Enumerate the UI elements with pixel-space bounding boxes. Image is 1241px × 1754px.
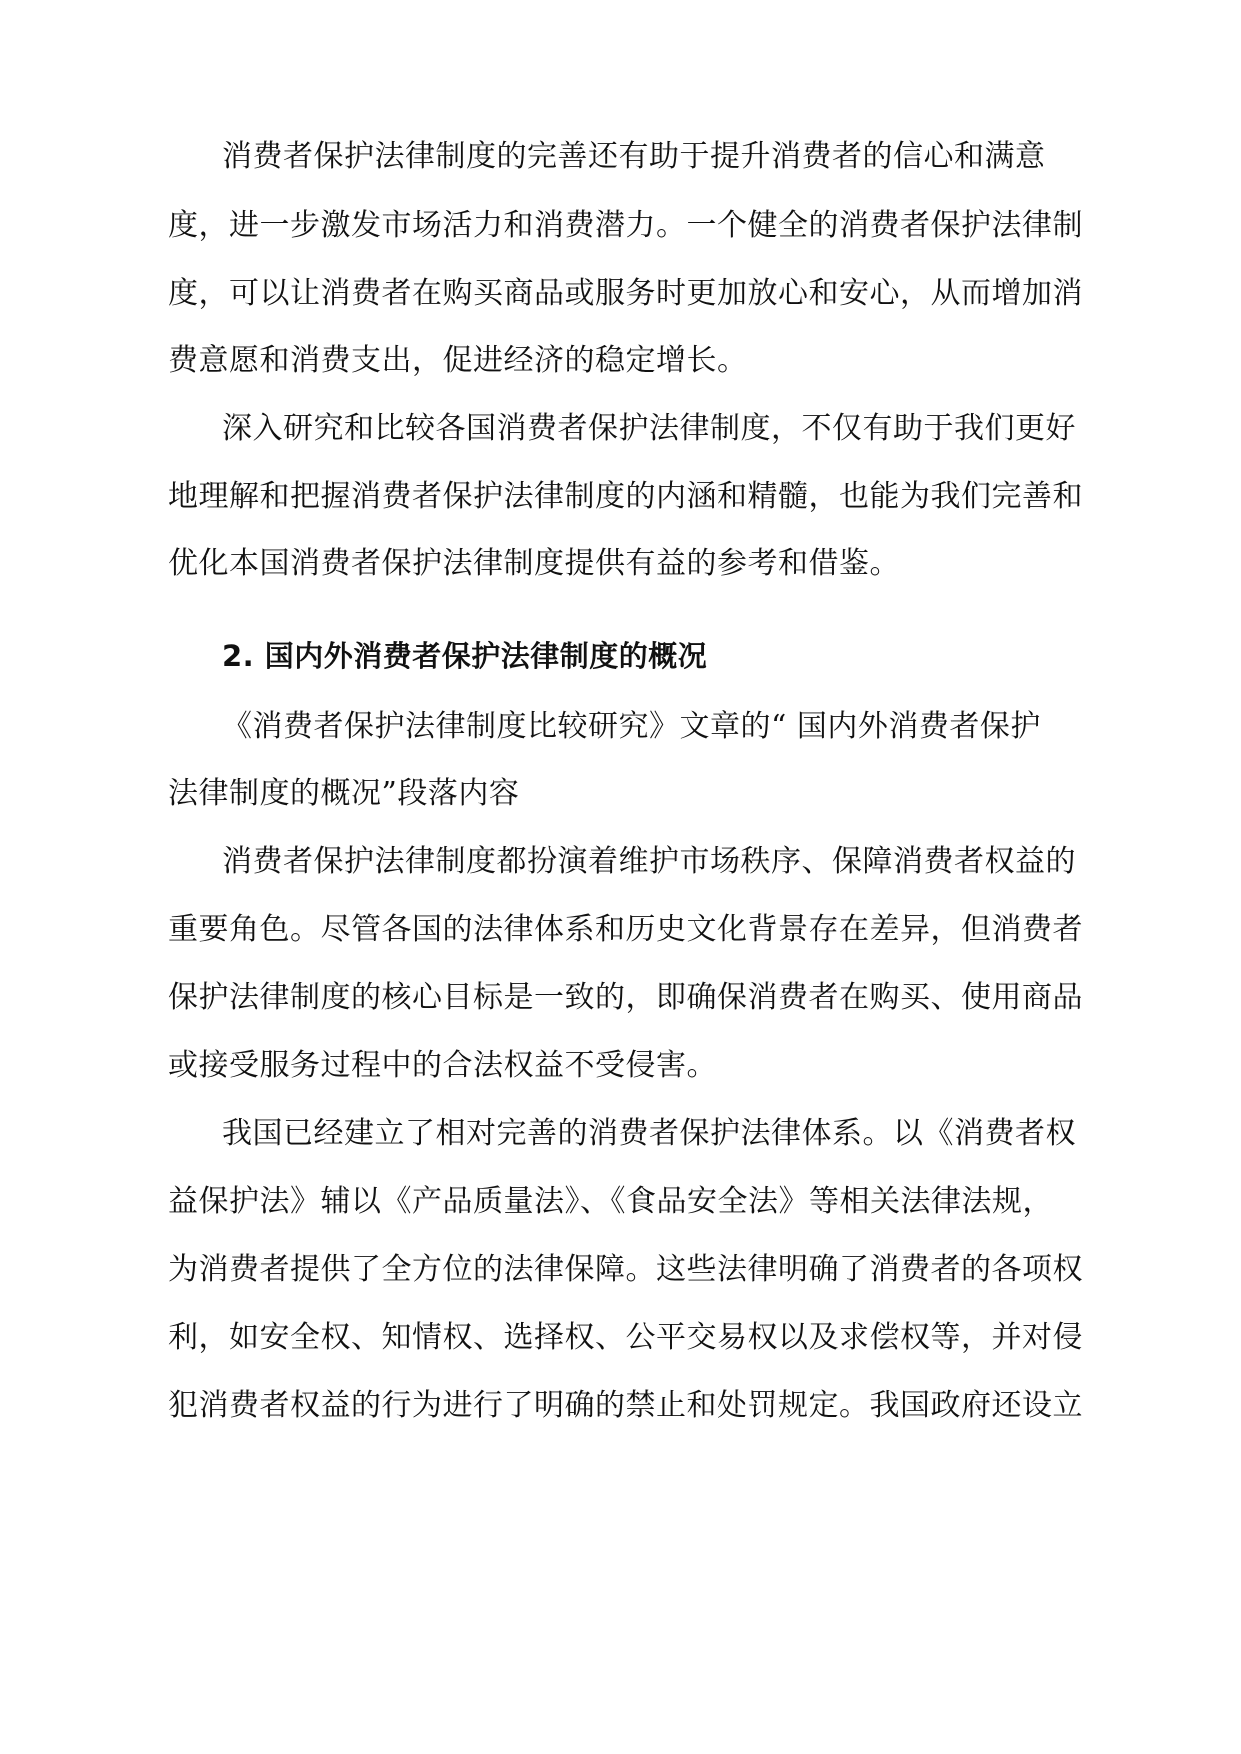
paragraph-2-line-2: 地理解和把握消费者保护法律制度的内涵和精髓，也能为我们完善和 <box>168 479 1083 514</box>
paragraph-5-line-4: 利，如安全权、知情权、选择权、公平交易权以及求偿权等，并对侵 <box>168 1320 1083 1355</box>
paragraph-1-line-2: 度，进一步激发市场活力和消费潜力。一个健全的消费者保护法律制 <box>168 208 1083 243</box>
paragraph-5-line-2: 益保护法》辅以《产品质量法》、《食品安全法》等相关法律法规， <box>168 1184 1053 1219</box>
paragraph-3-line-2: 法律制度的概况”段落内容 <box>168 776 520 811</box>
paragraph-4-line-2: 重要角色。尽管各国的法律体系和历史文化背景存在差异，但消费者 <box>168 912 1083 947</box>
paragraph-1-line-3: 度，可以让消费者在购买商品或服务时更加放心和安心，从而增加消 <box>168 276 1083 311</box>
paragraph-1-line-1: 消费者保护法律制度的完善还有助于提升消费者的信心和满意 <box>222 139 1046 174</box>
paragraph-5-line-3: 为消费者提供了全方位的法律保障。这些法律明确了消费者的各项权 <box>168 1252 1083 1287</box>
paragraph-4-line-4: 或接受服务过程中的合法权益不受侵害。 <box>168 1048 717 1083</box>
paragraph-5-line-5: 犯消费者权益的行为进行了明确的禁止和处罚规定。我国政府还设立 <box>168 1388 1083 1423</box>
paragraph-5-line-1: 我国已经建立了相对完善的消费者保护法律体系。以《消费者权 <box>222 1116 1076 1151</box>
paragraph-1-line-4: 费意愿和消费支出，促进经济的稳定增长。 <box>168 343 748 378</box>
paragraph-2-line-3: 优化本国消费者保护法律制度提供有益的参考和借鉴。 <box>168 546 900 581</box>
paragraph-2-line-1: 深入研究和比较各国消费者保护法律制度，不仅有助于我们更好 <box>222 411 1076 446</box>
paragraph-4-line-1: 消费者保护法律制度都扮演着维护市场秩序、保障消费者权益的 <box>222 844 1076 879</box>
paragraph-4-line-3: 保护法律制度的核心目标是一致的，即确保消费者在购买、使用商品 <box>168 980 1083 1015</box>
paragraph-3-line-1: 《消费者保护法律制度比较研究》文章的“ 国内外消费者保护 <box>222 709 1041 744</box>
section-heading: 2. 国内外消费者保护法律制度的概况 <box>222 639 708 673</box>
